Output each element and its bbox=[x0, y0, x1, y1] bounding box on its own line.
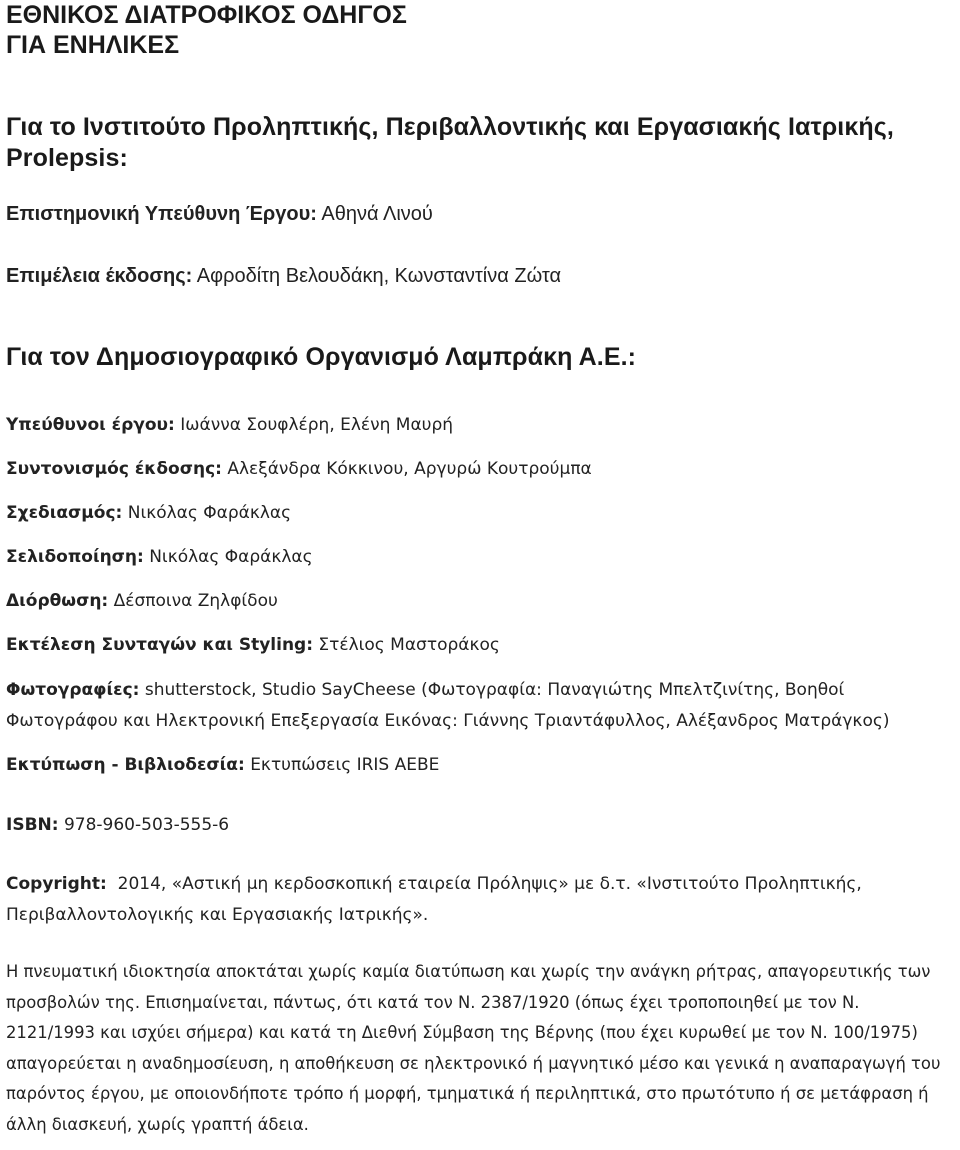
credit-value: Νικόλας Φαράκλας bbox=[127, 503, 292, 523]
credit-label: Επιστημονική Υπεύθυνη Έργου: bbox=[6, 203, 317, 225]
credit-value: Αθηνά Λινού bbox=[321, 203, 433, 225]
credit-recipes-styling bbox=[6, 631, 960, 659]
credit-label: Σελιδοποίηση: bbox=[6, 547, 144, 567]
title-line-2: ΓΙΑ ΕΝΗΛΙΚΕΣ bbox=[6, 31, 180, 59]
credit-value: Αλεξάνδρα Κόκκινου, Αργυρώ Κουτρούμπα bbox=[227, 459, 592, 479]
isbn-value: 978-960-503-555-6 bbox=[63, 815, 230, 835]
credit-label: Διόρθωση: bbox=[6, 591, 109, 611]
credit-layout bbox=[6, 543, 960, 571]
credit-label: Επιμέλεια έκδοσης: bbox=[6, 265, 193, 287]
credit-design bbox=[6, 499, 960, 527]
copyright-label: Copyright: bbox=[6, 874, 107, 894]
credit-label: Συντονισμός έκδοσης: bbox=[6, 459, 222, 479]
legal-notice: Η πνευματική ιδιοκτησία αποκτάται χωρίς καμία διατύπωση και χωρίς την ανάγκη ρήτρας, απαγορευτικής των προσβολών της. Επισημαίνεται, πάντως, ότι κατά τον Ν. 2387/1920 (όπως έχει τροποποιηθεί με τον Ν. 2121/1993 και ισχύει σήμερα) και κατά τη Διεθνή Σύμβαση της Βέρνης (που έχει κυρωθεί με τον Ν. 100/1975) απαγορεύεται η αναδημοσίευση, η αποθήκευση σε ηλεκτρονικό ή μαγνητικό μέσο και γενικά η αναπαραγωγή του παρόντος έργου, με οποιονδήποτε τρόπο ή μορφή, τμηματικά ή περιληπτικά, στο πρωτότυπο ή σε μετάφραση ή άλλη διασκευή, χωρίς γραπτή άδεια. bbox=[6, 962, 941, 1134]
credit-scientific-lead bbox=[6, 201, 960, 227]
credit-editing bbox=[6, 263, 960, 289]
credit-value: Δέσποινα Ζηλφίδου bbox=[113, 591, 278, 611]
credit-printing bbox=[6, 751, 960, 779]
credit-value: shutterstock, Studio SayCheese (Φωτογραφία: Παναγιώτης Μπελτζινίτης, Βοηθοί Φωτογράφου και Ηλεκτρονική Επεξεργασία Εικόνας: Γιάννης Τριαντάφυλλος, Αλέξανδρος Ματράγκος) bbox=[6, 680, 890, 731]
publisher-heading: Για τον Δημοσιογραφικό Οργανισμό Λαμπράκη Α.Ε.: bbox=[6, 343, 637, 371]
credit-proofreading bbox=[6, 587, 960, 615]
credit-project-leads bbox=[6, 411, 960, 439]
credit-label: Φωτογραφίες: bbox=[6, 680, 140, 700]
credit-label: Υπεύθυνοι έργου: bbox=[6, 415, 175, 435]
credit-value: Αφροδίτη Βελουδάκη, Κωνσταντίνα Ζώτα bbox=[196, 265, 562, 287]
credit-label: Εκτύπωση - Βιβλιοδεσία: bbox=[6, 755, 245, 775]
institute-heading: Για το Ινστιτούτο Προληπτικής, Περιβαλλοντικής και Εργασιακής Ιατρικής, Prolepsis: bbox=[6, 113, 894, 172]
copyright-line bbox=[6, 869, 941, 931]
isbn-line bbox=[6, 811, 960, 839]
credit-photography bbox=[6, 675, 941, 737]
credit-value: Εκτυπώσεις IRIS AEBE bbox=[250, 755, 440, 775]
copyright-value: 2014, «Αστική μη κερδοσκοπική εταιρεία Πρόληψις» με δ.τ. «Ινστιτούτο Προληπτικής, Περιβαλλοντολογικής και Εργασιακής Ιατρικής». bbox=[6, 874, 862, 925]
credit-label: Εκτέλεση Συνταγών και Styling: bbox=[6, 635, 314, 655]
title-line-1: ΕΘΝΙΚΟΣ ΔΙΑΤΡΟΦΙΚΟΣ ΟΔΗΓΟΣ bbox=[6, 1, 407, 29]
document-title bbox=[6, 0, 960, 60]
credit-value: Νικόλας Φαράκλας bbox=[149, 547, 313, 567]
credit-coordination bbox=[6, 455, 960, 483]
credit-label: Σχεδιασμός: bbox=[6, 503, 123, 523]
isbn-label: ISBN: bbox=[6, 815, 59, 835]
credit-value: Ιωάννα Σουφλέρη, Ελένη Μαυρή bbox=[180, 415, 454, 435]
credit-value: Στέλιος Μαστοράκος bbox=[318, 635, 500, 655]
